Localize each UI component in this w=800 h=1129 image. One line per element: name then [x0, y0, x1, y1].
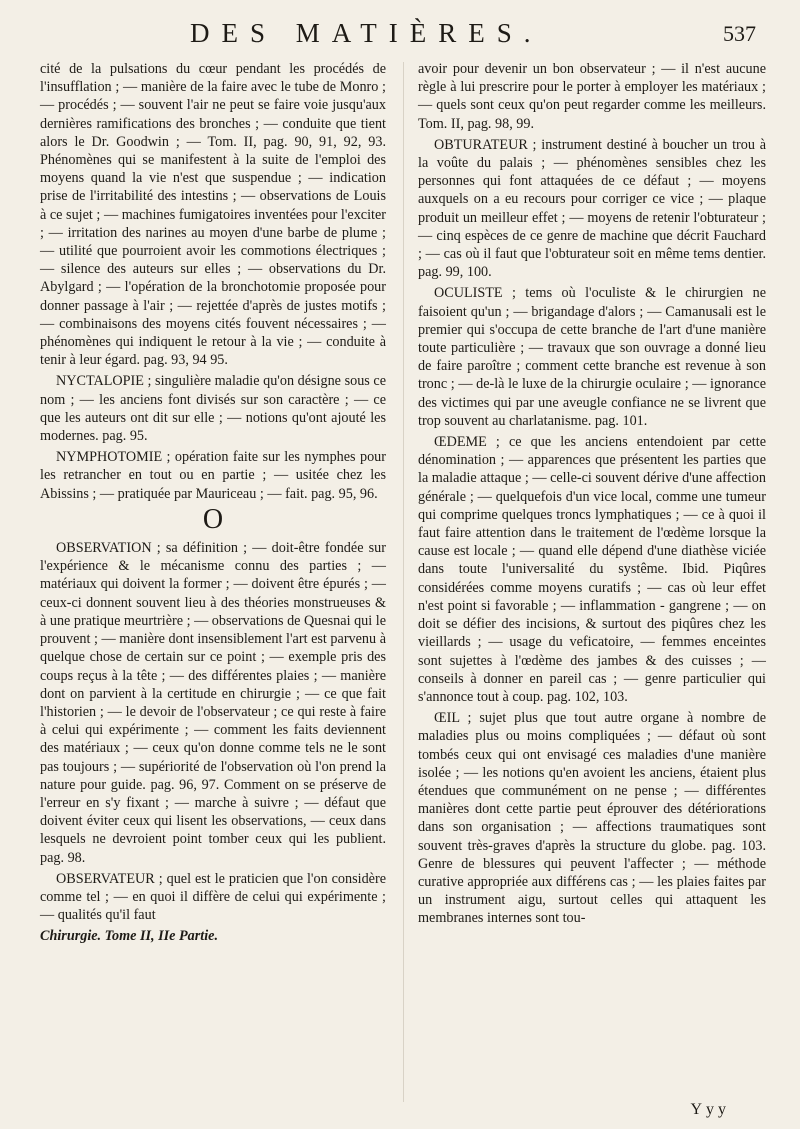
- section-letter: O: [202, 503, 224, 535]
- entry-oeil: ŒIL ; sujet plus que tout autre organe à nombre de maladies plus ou moins compliquées ; — défaut où sont tombés ceux qui ont envisagé ces maladies d'une manière isolée ; — les notions qu'en avoient les anciens, étaient plus étendues que communément on ne pense ; — différentes manières dont cette partie peut éprouver des détériorations dans son organisation ; — affections traumatiques sont souvent très-graves d'après la structure du globe. pag. 103. Genre de blessures qui peuvent l'affecter ; — méthode curative appropriée aux différens cas ; — les plaies faites par un instrument aigu, surtout celles qui attaquent les membranes internes sont tou-: [418, 710, 766, 927]
- entry-oculiste: OCULISTE ; tems où l'oculiste & le chirurgien ne faisoient qu'un ; — brigandage d'alors ; — Camanusali est le premier qui s'occupa de cette branche de l'art d'une manière toute particulière ; — travaux que son ouvrage a donné lieu de faire paroître ; comment cette branche est revenue à son tronc ; — de-là le luxe de la chirurgie oculaire ; — ignorance des victimes qui par une aveugle confiance ne se livrent que trop souvent au charlatanisme. pag. 101.: [418, 285, 766, 429]
- right-column: [418, 60, 766, 931]
- entry-nyctalopie: NYCTALOPIE ; singulière maladie qu'on désigne sous ce nom ; — les anciens font divisés sur son caractère ; — ce que les auteurs ont dit sur elle ; — notions qu'ont ajouté les modernes. pag. 95.: [40, 373, 386, 445]
- running-head: [0, 18, 800, 48]
- running-title: DES MATIÈRES.: [190, 18, 543, 48]
- entry-obturateur: OBTURATEUR ; instrument destiné à boucher un trou à la voûte du palais ; — phénomènes sensibles chez les personnes qui font attaquées de ce défaut ; — moyens auxquels on a eu recours pour corriger ce vice ; — plaque produit un meilleur effet ; — moyens de retenir l'obturateur ; — cinq espèces de ce genre de machine que décrit Fauchard ; — cas où il faut que l'obturateur soit en même tems dentier. pag. 99, 100.: [418, 136, 766, 281]
- entry-nymphotomie: NYMPHOTOMIE ; opération faite sur les nymphes pour les retrancher en tout ou en partie ; — usitée chez les Abissins ; — pratiquée par Mauriceau ; — fait. pag. 95, 96.: [40, 449, 386, 502]
- signature-mark: Yyy: [690, 1101, 730, 1118]
- entry-continuation: cité de la pulsations du cœur pendant les procédés de l'insufflation ; — manière de la faire avec le tube de Monro ; — procédés ; — souvent l'air ne peut se faire voie jusqu'aux dernières ramifications des bronches ; — conduite que tient alors le Dr. Goodwin ; — Tom. II, pag. 90, 91, 92, 93. Phénomènes qui se manifestent à la suite de l'emploi des moyens quand la vie n'est que suspendue ; — indication prise de l'irritabilité des intestins ; — observations de Louis à ce sujet ; — machines fumigatoires inventées pour l'exciter ; — irritation des narines au moyen d'une barbe de plume ; — utilité que pourroient avoir les commotions électriques ; — silence des auteurs sur elles ; — observations du Dr. Abylgard ; — l'opération de la bronchotomie proposée pour donner passage à l'air ; — rejettée d'après de justes motifs ; — combinaisons des moyens cités fouvent nécessaires ; — phénomènes qui indiquent le retour à la vie ; — conduite à tenir à leur égard. pag. 93, 94 95.: [40, 61, 386, 369]
- entry-observation: OBSERVATION ; sa définition ; — doit-être fondée sur l'expérience & le mécanisme connu des parties ; — matériaux qui doivent la former ; — doivent être épurés ; — ceux-ci donnent souvent lieu à des théories monstrueuses & à une pratique meurtrière ; — observations de Quesnai qui le prouvent ; — manière dont insensiblement l'art est parvenu à quelque chose de certain sur ce point ; — exemple pris des coups reçus à la tête ; — des différentes plaies ; — manière dont on parvient à la certitude en chirurgie ; — ce que fait l'historien ; — le devoir de l'observateur ; ce qui reste à faire à celui qui expérimente ; — comment les faits deviennent des matériaux ; — ceux qu'on donne comme tels ne le sont pas toujours ; — supériorité de l'observation où l'on prend la nature pour guide. pag. 96, 97. Comment on se préserve de l'erreur en s'y fixant ; — marche à suivre ; — défaut que doivent éviter ceux qui lisent les observations, — ceux dans lesquels ne devroient point tomber ceux qui les publient. pag. 98.: [40, 540, 386, 866]
- left-column: [40, 60, 386, 949]
- footer-volume: Chirurgie. Tome II, IIe Partie.: [40, 928, 219, 945]
- page-number: 537: [723, 21, 756, 46]
- column-divider: [403, 62, 404, 1102]
- entry-observateur-cont: avoir pour devenir un bon observateur ; — il n'est aucune règle à lui prescrire pour le porter à employer les matériaux ; — quels sont ceux qu'on peut regarder comme les meilleurs. Tom. II, pag. 98, 99.: [418, 61, 766, 132]
- entry-observateur: OBSERVATEUR ; quel est le praticien que l'on considère comme tel ; — en quoi il diffère de celui qui expérimente ; — qualités qu'il faut: [40, 870, 386, 924]
- entry-oedeme: ŒDEME ; ce que les anciens entendoient par cette dénomination ; — apparences que présentent les parties que la maladie attaque ; — celle-ci souvent dérive d'une affection générale ; — quelquefois d'un vice local, comme une tumeur qui comprime quelques troncs lymphatiques ; — ce à quoi il faut faire attention dans le traitement de l'œdème lorsque la cause est locale ; — quand elle dépend d'une diathèse viciée dans toute l'universalité du systême. Ibid. Piqûres considérées comme moyens curatifs ; — cas où leur effet n'est point si favorable ; — inflammation - gangrene ; — on doit se défier des incisions, & surtout des piqûres chez les vieillards ; — usage du veficatoire, — femmes enceintes sont sujettes à l'œdème des jambes & des cuisses ; — conseils à donner en pareil cas ; — genre particulier qui s'annonce tout à coup. pag. 102, 103.: [418, 434, 766, 705]
